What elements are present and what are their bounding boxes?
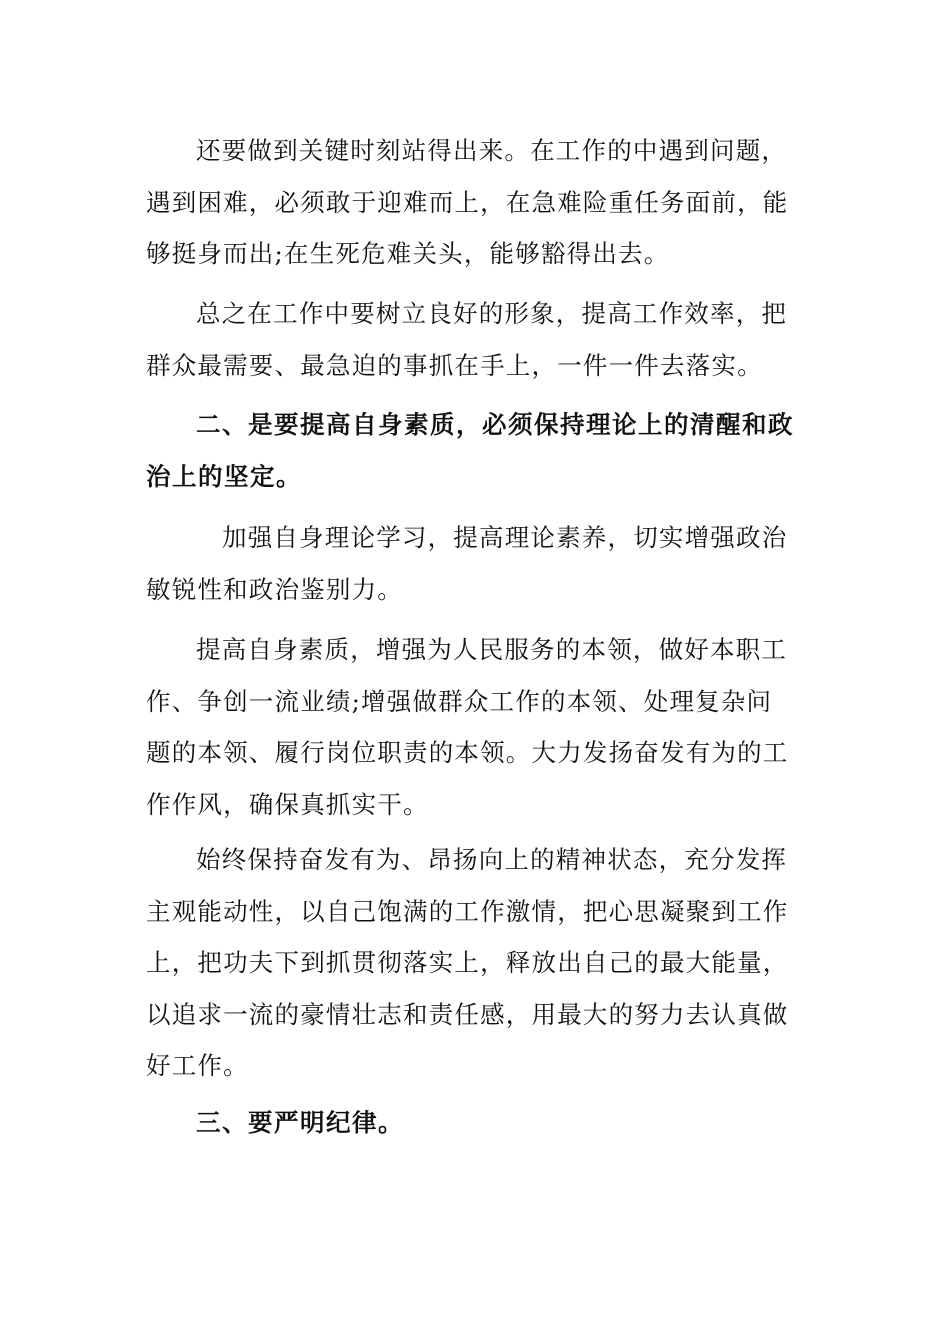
section-heading: 三、要严明纪律。	[196, 1108, 404, 1137]
body-paragraph: 始终保持奋发有为、昂扬向上的精神状态，充分发挥主观能动性，以自己饱满的工作激情，把心思凝聚到工作上，把功夫下到抓贯彻落实上，释放出自己的最大能量，以追求一流的豪情壮志和责任感，用最大的努力去认真做好工作。	[146, 845, 789, 1080]
body-paragraph: 提高自身素质，增强为人民服务的本领，做好本职工作、争创一流业绩;增强做群众工作的本领、处理复杂问题的本领、履行岗位职责的本领。大力发扬奋发有为的工作作风，确保真抓实干。	[146, 635, 789, 819]
body-paragraph: 总之在工作中要树立良好的形象，提高工作效率，把群众最需要、最急迫的事抓在手上，一件一件去落实。	[146, 299, 788, 380]
body-paragraph: 加强自身理论学习，提高理论素养，切实增强政治敏锐性和政治鉴别力。	[146, 523, 788, 604]
body-paragraph: 还要做到关键时刻站得出来。在工作的中遇到问题，遇到困难，必须敢于迎难而上，在急难险重任务面前，能够挺身而出;在生死危难关头，能够豁得出去。	[146, 136, 789, 268]
section-heading: 二、是要提高自身素质，必须保持理论上的清醒和政治上的坚定。	[146, 410, 794, 491]
